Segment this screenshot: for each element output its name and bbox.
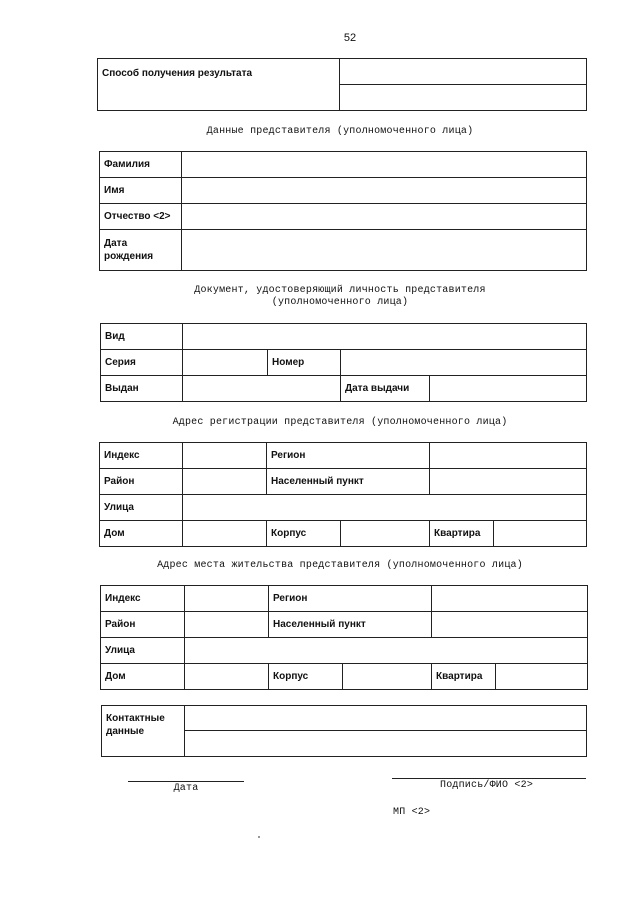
doc-series-field[interactable]: [183, 350, 268, 376]
live-apartment-field[interactable]: [496, 664, 588, 690]
live-index-label: Индекс: [101, 586, 185, 612]
live-street-label: Улица: [101, 638, 185, 664]
rep-data-caption: Данные представителя (уполномоченного лица): [206, 126, 474, 137]
date-label: Дата: [173, 783, 199, 794]
live-address-table: [100, 585, 588, 690]
id-doc-caption-line1: Документ, удостоверяющий личность представителя: [194, 285, 486, 296]
name-field[interactable]: [182, 178, 587, 204]
reg-locality-field[interactable]: [430, 469, 587, 495]
reg-index-field[interactable]: [183, 443, 267, 469]
live-locality-field[interactable]: [432, 612, 588, 638]
reg-address-caption: Адрес регистрации представителя (уполномоченного лица): [172, 417, 508, 428]
contacts-label: Контактные данные: [102, 706, 185, 757]
live-street-field[interactable]: [185, 638, 588, 664]
birthdate-field[interactable]: [182, 230, 587, 271]
reg-house-field[interactable]: [183, 521, 267, 547]
date-line[interactable]: [128, 781, 244, 782]
live-address-caption: Адрес места жительства представителя (уполномоченного лица): [157, 560, 523, 571]
reg-house-label: Дом: [100, 521, 183, 547]
id-doc-caption-line2: (уполномоченного лица): [271, 297, 409, 308]
doc-type-field[interactable]: [183, 324, 587, 350]
result-method-label: Способ получения результата: [98, 59, 340, 111]
id-doc-table: [100, 323, 587, 402]
reg-apartment-field[interactable]: [494, 521, 587, 547]
reg-street-label: Улица: [100, 495, 183, 521]
reg-region-field[interactable]: [430, 443, 587, 469]
doc-type-label: Вид: [101, 324, 183, 350]
doc-issued-by-label: Выдан: [101, 376, 183, 402]
contacts-table: [101, 705, 587, 757]
reg-street-field[interactable]: [183, 495, 587, 521]
reg-region-label: Регион: [267, 443, 430, 469]
rep-data-table: [99, 151, 587, 271]
live-building-field[interactable]: [343, 664, 432, 690]
doc-issued-by-field[interactable]: [183, 376, 341, 402]
doc-issue-date-field[interactable]: [430, 376, 587, 402]
doc-issue-date-label: Дата выдачи: [341, 376, 430, 402]
surname-field[interactable]: [182, 152, 587, 178]
reg-building-field[interactable]: [341, 521, 430, 547]
contacts-field-1[interactable]: [185, 706, 587, 731]
result-method-field-2[interactable]: [340, 85, 587, 111]
signature-line[interactable]: [392, 778, 586, 779]
reg-district-field[interactable]: [183, 469, 267, 495]
live-region-label: Регион: [269, 586, 432, 612]
live-apartment-label: Квартира: [432, 664, 496, 690]
surname-label: Фамилия: [100, 152, 182, 178]
result-method-field-1[interactable]: [340, 59, 587, 85]
reg-locality-label: Населенный пункт: [267, 469, 430, 495]
stamp-label: МП <2>: [393, 807, 431, 818]
live-region-field[interactable]: [432, 586, 588, 612]
reg-apartment-label: Квартира: [430, 521, 494, 547]
name-label: Имя: [100, 178, 182, 204]
contacts-field-2[interactable]: [185, 731, 587, 757]
live-house-label: Дом: [101, 664, 185, 690]
birthdate-label: Дата рождения: [100, 230, 182, 271]
result-method-table: [97, 58, 587, 111]
patronymic-field[interactable]: [182, 204, 587, 230]
reg-address-table: [99, 442, 587, 547]
live-district-label: Район: [101, 612, 185, 638]
doc-number-label: Номер: [268, 350, 341, 376]
patronymic-label: Отчество <2>: [100, 204, 182, 230]
signature-label: Подпись/ФИО <2>: [440, 780, 534, 791]
live-house-field[interactable]: [185, 664, 269, 690]
reg-index-label: Индекс: [100, 443, 183, 469]
scan-dot: [258, 836, 260, 838]
reg-district-label: Район: [100, 469, 183, 495]
live-locality-label: Населенный пункт: [269, 612, 432, 638]
doc-number-field[interactable]: [341, 350, 587, 376]
live-district-field[interactable]: [185, 612, 269, 638]
reg-building-label: Корпус: [267, 521, 341, 547]
live-index-field[interactable]: [185, 586, 269, 612]
page-number: 52: [343, 32, 357, 44]
doc-series-label: Серия: [101, 350, 183, 376]
live-building-label: Корпус: [269, 664, 343, 690]
